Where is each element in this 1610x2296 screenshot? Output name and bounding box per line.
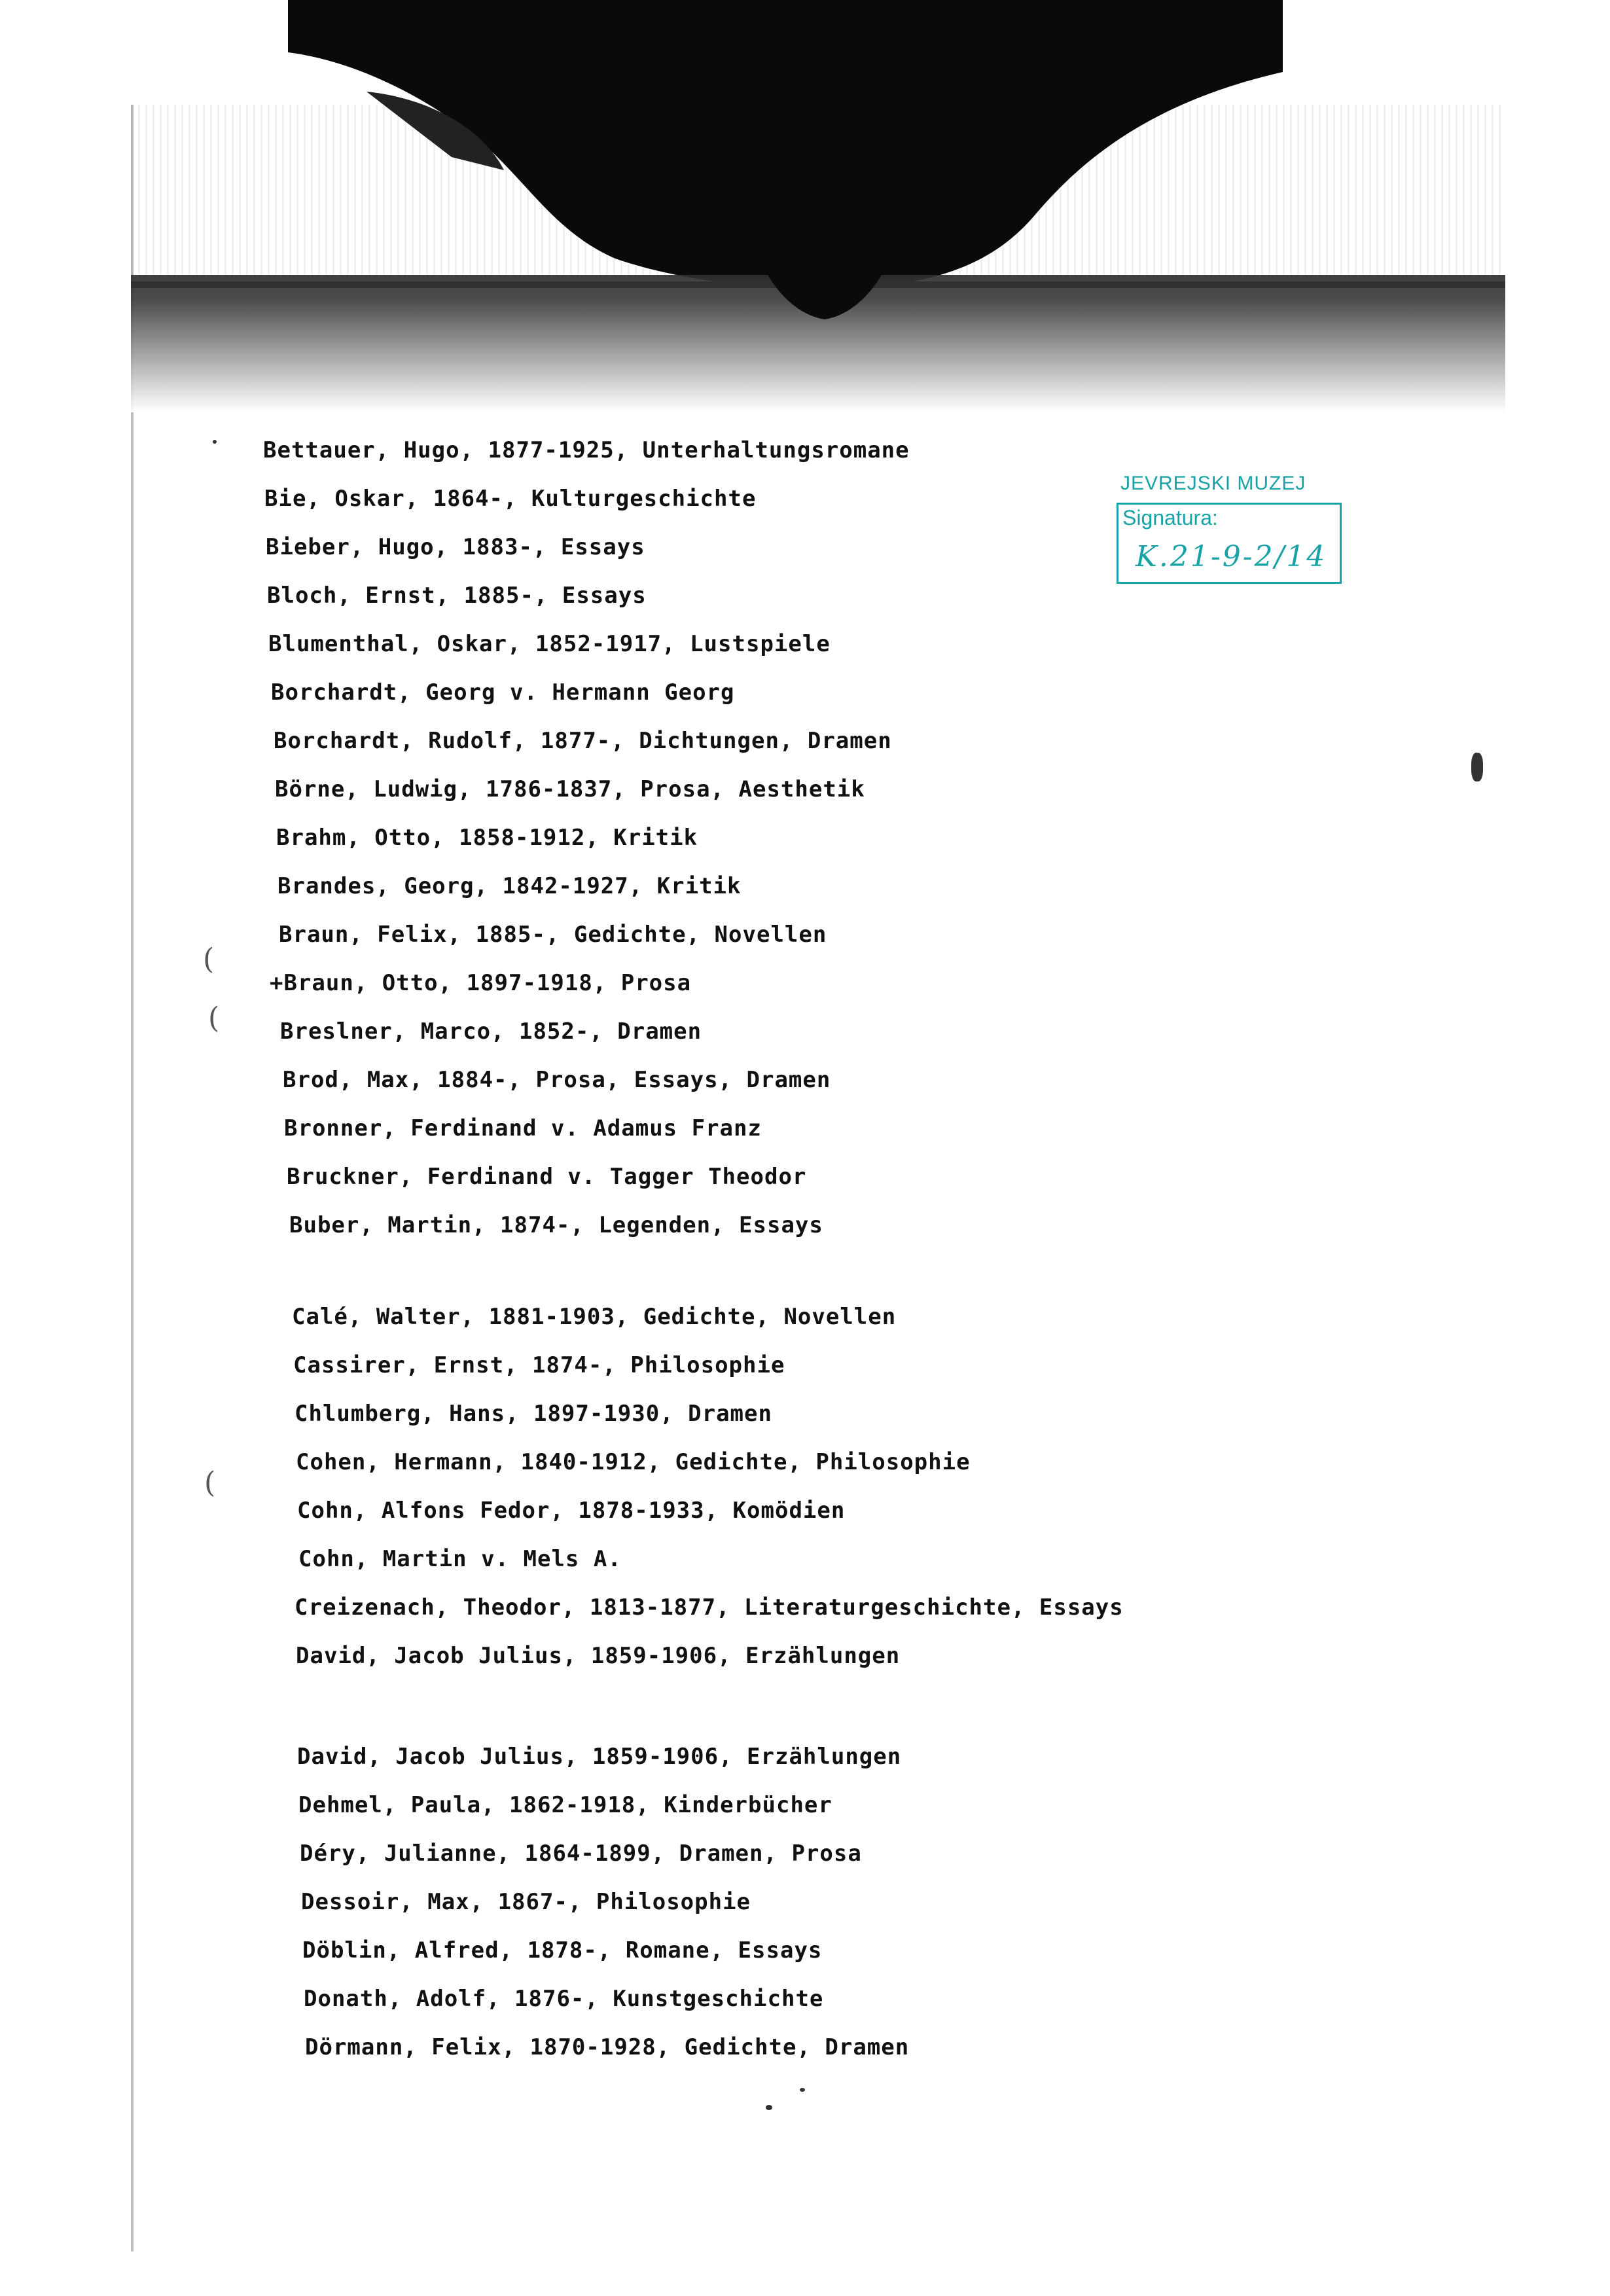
list-item: Brandes, Georg, 1842-1927, Kritik — [277, 873, 742, 899]
speck — [800, 2088, 805, 2092]
list-item: Borchardt, Rudolf, 1877-, Dichtungen, Dramen — [274, 728, 892, 754]
list-item: Bie, Oskar, 1864-, Kulturgeschichte — [264, 486, 757, 512]
list-item: Cohn, Alfons Fedor, 1878-1933, Komödien — [297, 1498, 846, 1524]
list-item: Calé, Walter, 1881-1903, Gedichte, Novellen — [292, 1304, 897, 1330]
list-item: Cohen, Hermann, 1840-1912, Gedichte, Philosophie — [296, 1449, 971, 1475]
list-item: Bettauer, Hugo, 1877-1925, Unterhaltungsromane — [263, 437, 910, 463]
list-item: Chlumberg, Hans, 1897-1930, Dramen — [295, 1401, 772, 1427]
list-item: Donath, Adolf, 1876-, Kunstgeschichte — [304, 1986, 824, 2012]
list-item: Bronner, Ferdinand v. Adamus Franz — [284, 1115, 762, 1141]
list-item: Breslner, Marco, 1852-, Dramen — [280, 1018, 702, 1045]
list-item: Buber, Martin, 1874-, Legenden, Essays — [289, 1212, 823, 1238]
list-item: Dehmel, Paula, 1862-1918, Kinderbücher — [298, 1792, 832, 1818]
list-item: Dessoir, Max, 1867-, Philosophie — [301, 1889, 751, 1915]
stamp-box — [1117, 503, 1342, 584]
list-item: Blumenthal, Oskar, 1852-1917, Lustspiele — [268, 631, 831, 657]
list-item: +Braun, Otto, 1897-1918, Prosa — [270, 970, 692, 996]
stamp-title: JEVREJSKI MUZEJ — [1120, 473, 1306, 494]
list-item: Bloch, Ernst, 1885-, Essays — [267, 583, 647, 609]
list-item: Döblin, Alfred, 1878-, Romane, Essays — [302, 1937, 823, 1964]
museum-stamp — [1117, 473, 1346, 588]
speck — [213, 440, 217, 444]
list-item: Brahm, Otto, 1858-1912, Kritik — [276, 825, 698, 851]
margin-mark: ( — [204, 1466, 216, 1499]
list-item: Creizenach, Theodor, 1813-1877, Literaturgeschichte, Essays — [295, 1594, 1124, 1621]
list-item: Brod, Max, 1884-, Prosa, Essays, Dramen — [283, 1067, 831, 1093]
list-item: David, Jacob Julius, 1859-1906, Erzählungen — [297, 1744, 902, 1770]
list-item: David, Jacob Julius, 1859-1906, Erzählungen — [296, 1643, 901, 1669]
speck — [766, 2105, 772, 2110]
list-item: Dörmann, Felix, 1870-1928, Gedichte, Dramen — [305, 2034, 910, 2060]
list-item: Cohn, Martin v. Mels A. — [298, 1546, 622, 1572]
margin-mark: ( — [208, 1001, 220, 1035]
speck — [1471, 753, 1483, 781]
list-item: Borchardt, Georg v. Hermann Georg — [271, 679, 735, 706]
list-item: Cassirer, Ernst, 1874-, Philosophie — [293, 1352, 785, 1378]
margin-mark: ( — [203, 942, 215, 976]
stamp-label: Signatura: — [1122, 506, 1218, 529]
list-item: Braun, Felix, 1885-, Gedichte, Novellen — [279, 922, 827, 948]
signature-number: K.21-9-2/14 — [1136, 540, 1327, 573]
list-item: Bruckner, Ferdinand v. Tagger Theodor — [287, 1164, 807, 1190]
list-item: Déry, Julianne, 1864-1899, Dramen, Prosa — [300, 1840, 862, 1867]
list-item: Börne, Ludwig, 1786-1837, Prosa, Aesthetik — [275, 776, 865, 802]
list-item: Bieber, Hugo, 1883-, Essays — [266, 534, 645, 560]
